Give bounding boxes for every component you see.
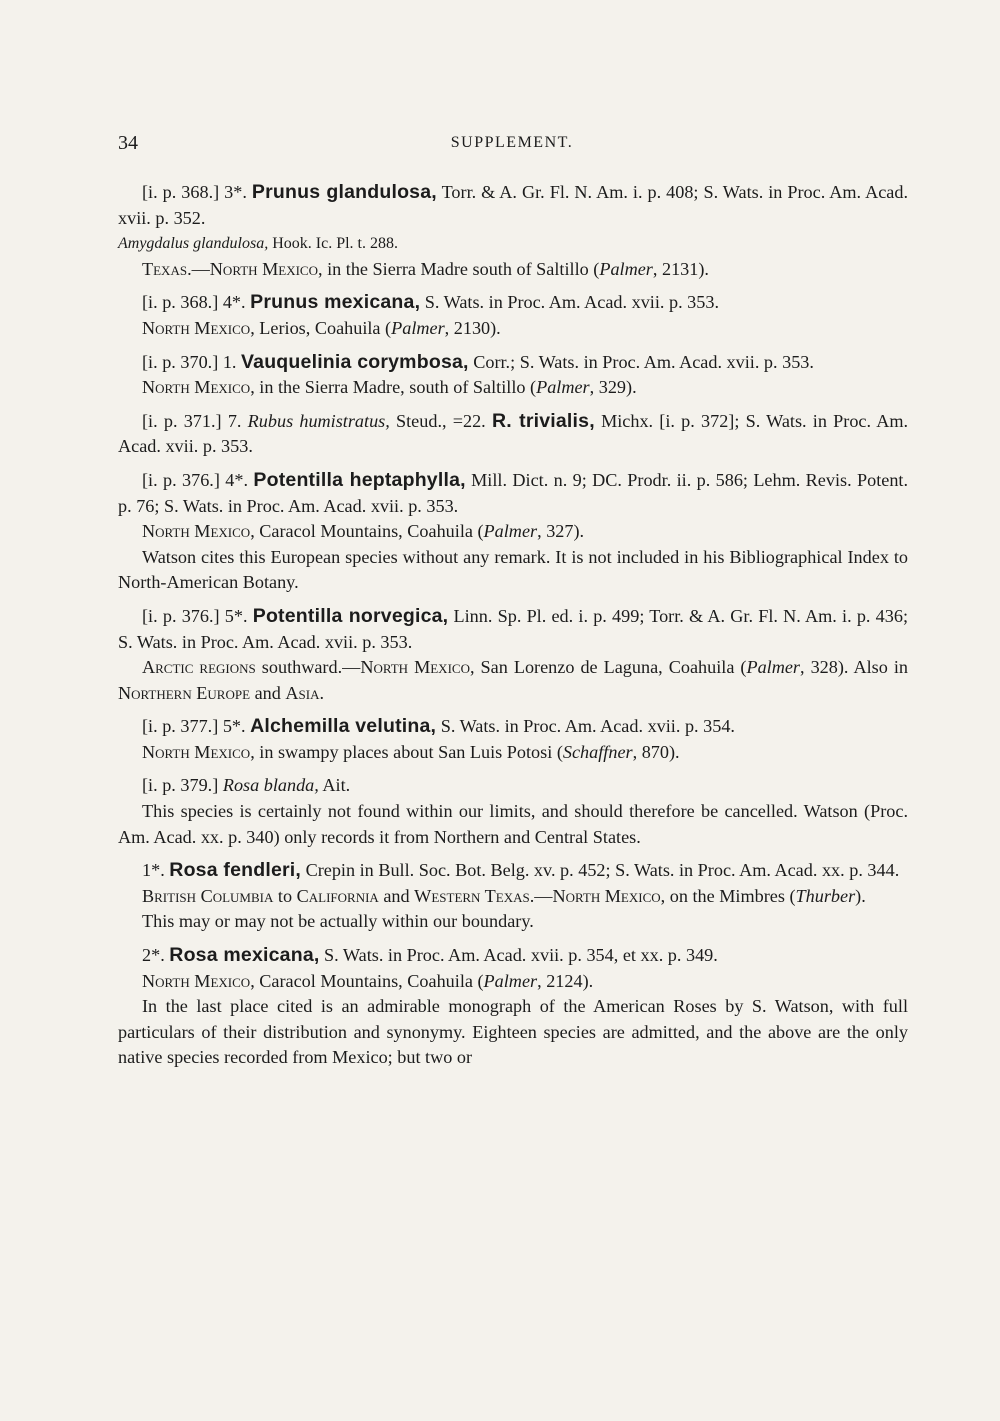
species-entry — [118, 290, 908, 341]
distribution-text: North Mexico — [209, 258, 318, 279]
species-name: Potentilla norvegica, — [252, 604, 449, 627]
distribution-text: .— — [529, 885, 553, 906]
species-name: Rosa mexicana, — [169, 944, 320, 967]
species-name: Prunus mexicana, — [250, 291, 421, 314]
distribution-text: North Mexico — [142, 970, 251, 991]
distribution-text: Western Texas — [414, 885, 530, 906]
page-reference: [i. p. 376.] — [142, 469, 220, 490]
citation: S. Wats. in Proc. Am. Acad. xvii. p. 354, et xx. p. 349. — [324, 945, 718, 966]
distribution-line — [118, 519, 908, 545]
distribution-text: Palmer — [483, 970, 538, 991]
entry-heading — [118, 604, 908, 655]
distribution-line — [118, 884, 908, 910]
remark: This may or may not be actually within our boundary. — [142, 911, 534, 932]
citation: Mill. Dict. n. 9; DC. Prodr. ii. p. 586; Lehm. Revis. Potent. p. 76; S. Wats. in Proc. Am. Acad. xvii. p. 353. — [118, 469, 909, 516]
distribution-text: North Mexico — [142, 521, 251, 542]
distribution-line — [118, 257, 908, 283]
page-reference: [i. p. 376.] — [142, 605, 220, 626]
citation: Torr. & A. Gr. Fl. N. Am. i. p. 408; S. Wats. in Proc. Am. Acad. xvii. p. 352. — [118, 182, 909, 228]
entry-heading — [118, 468, 908, 519]
page-reference: [i. p. 368.] — [142, 292, 219, 313]
distribution-text: southward.— — [255, 657, 361, 678]
distribution-text: , on the Mimbres ( — [660, 885, 796, 906]
synonym-line — [118, 231, 908, 257]
entry-number: 1*. — [142, 860, 165, 881]
distribution-text: California — [296, 885, 379, 906]
distribution-text: Palmer — [483, 521, 538, 542]
distribution-line — [118, 969, 908, 995]
distribution-text: North Mexico — [360, 657, 470, 678]
distribution-text: ). — [855, 885, 866, 906]
distribution-line — [118, 655, 908, 706]
distribution-text: . — [319, 682, 325, 703]
species-entry — [118, 350, 908, 401]
citation: S. Wats. in Proc. Am. Acad. xvii. p. 354. — [440, 716, 735, 737]
distribution-text: Palmer — [536, 377, 590, 398]
distribution-text: North Mexico — [142, 741, 251, 762]
entry-heading — [118, 773, 908, 799]
page-reference: [i. p. 368.] — [142, 182, 220, 202]
species-entry — [118, 858, 908, 935]
page-body — [118, 180, 908, 1079]
species-entry — [118, 180, 908, 282]
entry-number: 4*. — [225, 469, 249, 490]
distribution-text: , 328). Also in — [800, 657, 908, 678]
running-head: SUPPLEMENT. — [450, 134, 574, 151]
distribution-text: and — [378, 885, 415, 906]
distribution-text: , San Lorenzo de Laguna, Coahuila ( — [469, 657, 747, 678]
page-reference: [i. p. 370.] — [142, 351, 219, 372]
distribution-text: , in the Sierra Madre south of Saltillo ( — [317, 258, 600, 279]
distribution-text: Asia — [285, 682, 320, 703]
page-reference: [i. p. 371.] — [142, 410, 222, 431]
distribution-text: , 2131). — [652, 258, 709, 279]
page-header — [118, 132, 906, 162]
distribution-text: British Columbia — [142, 885, 274, 906]
distribution-text: North Mexico — [552, 885, 661, 906]
synonym-name: Amygdalus glandulosa, — [118, 235, 269, 253]
distribution-text: , in swampy places about San Luis Potosi ( — [250, 741, 563, 762]
entry-heading — [118, 290, 908, 316]
remark: This species is certainly not found within our limits, and should therefore be cancelled. Watson (Proc. Am. Acad. xx. p. 340) only records it from Northern and Central States. — [118, 801, 908, 847]
entry-number: 5*. — [222, 716, 246, 737]
species-entry — [118, 943, 908, 1071]
species-entry — [118, 409, 908, 460]
entry-number: 5*. — [224, 605, 248, 626]
distribution-text: and — [250, 682, 286, 703]
page-reference: [i. p. 379.] — [142, 775, 219, 796]
species-name: Prunus glandulosa, — [251, 181, 437, 203]
distribution-text: Northern Europe — [118, 682, 251, 703]
citation: Linn. Sp. Pl. ed. i. p. 499; Torr. & A. Gr. Fl. N. Am. i. p. 436; S. Wats. in Proc. Am. Acad. xvii. p. 353. — [118, 605, 908, 652]
entry-heading — [118, 858, 908, 884]
distribution-text: Thurber — [795, 885, 856, 906]
species-entry — [118, 468, 908, 596]
page-number: 34 — [118, 132, 138, 154]
entry-heading — [118, 714, 908, 740]
citation: Ait. — [322, 775, 351, 796]
citation: S. Wats. in Proc. Am. Acad. xvii. p. 353. — [424, 292, 720, 313]
distribution-text: North Mexico — [142, 317, 251, 338]
synonym-citation: Steud., =22. — [396, 410, 486, 431]
distribution-text: to — [273, 885, 297, 906]
synonym-citation: Hook. Ic. Pl. t. 288. — [272, 235, 398, 253]
distribution-text: , Caracol Mountains, Coahuila ( — [250, 521, 484, 542]
distribution-line — [118, 375, 908, 401]
species-name: Rosa blanda, — [222, 775, 319, 796]
distribution-text: Texas — [142, 258, 188, 279]
entry-number: 4*. — [222, 292, 246, 313]
species-name: Alchemilla velutina, — [250, 715, 437, 738]
citation: Corr.; S. Wats. in Proc. Am. Acad. xvii. p. 353. — [473, 351, 814, 372]
distribution-text: Palmer — [746, 657, 801, 678]
entry-number: 2*. — [142, 945, 165, 966]
entry-number: 1. — [222, 351, 237, 372]
distribution-text: , 2130). — [444, 317, 501, 338]
distribution-text: , 2124). — [537, 970, 594, 991]
species-name: Potentilla heptaphylla, — [253, 468, 466, 491]
distribution-line — [118, 740, 908, 766]
species-name: Rosa fendleri, — [169, 859, 302, 882]
distribution-text: , 327). — [537, 521, 585, 542]
citation: Michx. [i. p. 372]; S. Wats. in Proc. Am. Acad. xvii. p. 353. — [118, 410, 909, 457]
distribution-text: Palmer — [599, 258, 653, 279]
distribution-text: , 329). — [589, 377, 637, 398]
distribution-text: , Lerios, Coahuila ( — [250, 317, 392, 338]
distribution-line — [118, 316, 908, 342]
species-entry — [118, 714, 908, 765]
distribution-text: Arctic regions — [142, 657, 256, 678]
distribution-text: Palmer — [391, 317, 445, 338]
entry-heading — [118, 943, 908, 969]
species-name: R. trivialis, — [491, 409, 595, 432]
entry-number: 7. — [227, 410, 242, 431]
citation: Crepin in Bull. Soc. Bot. Belg. xv. p. 452; S. Wats. in Proc. Am. Acad. xx. p. 344. — [305, 860, 900, 881]
distribution-text: , in the Sierra Madre, south of Saltillo ( — [250, 377, 537, 398]
remark: Watson cites this European species without any remark. It is not included in his Bibliographical Index to North-American Botany. — [118, 546, 908, 593]
species-name: Vauquelinia corymbosa, — [241, 350, 469, 373]
species-entry — [118, 773, 908, 850]
distribution-text: North Mexico — [142, 377, 251, 398]
entry-heading — [118, 350, 908, 376]
distribution-text: , 870). — [632, 741, 680, 762]
synonym-name: Rubus humistratus, — [247, 410, 390, 431]
page-reference: [i. p. 377.] — [142, 716, 219, 737]
distribution-text: , Caracol Mountains, Coahuila ( — [250, 970, 484, 991]
entry-number: 3*. — [224, 182, 247, 202]
entry-heading — [118, 180, 908, 231]
distribution-text: Schaffner — [562, 741, 633, 762]
distribution-text: .— — [187, 258, 210, 279]
species-entry — [118, 604, 908, 706]
remark: In the last place cited is an admirable monograph of the American Roses by S. Watson, with full particulars of their distribution and synonymy. Eighteen species are admitted, and the above are the only native species recorded from Mexico; but two or — [118, 996, 908, 1068]
entry-heading — [118, 409, 908, 460]
